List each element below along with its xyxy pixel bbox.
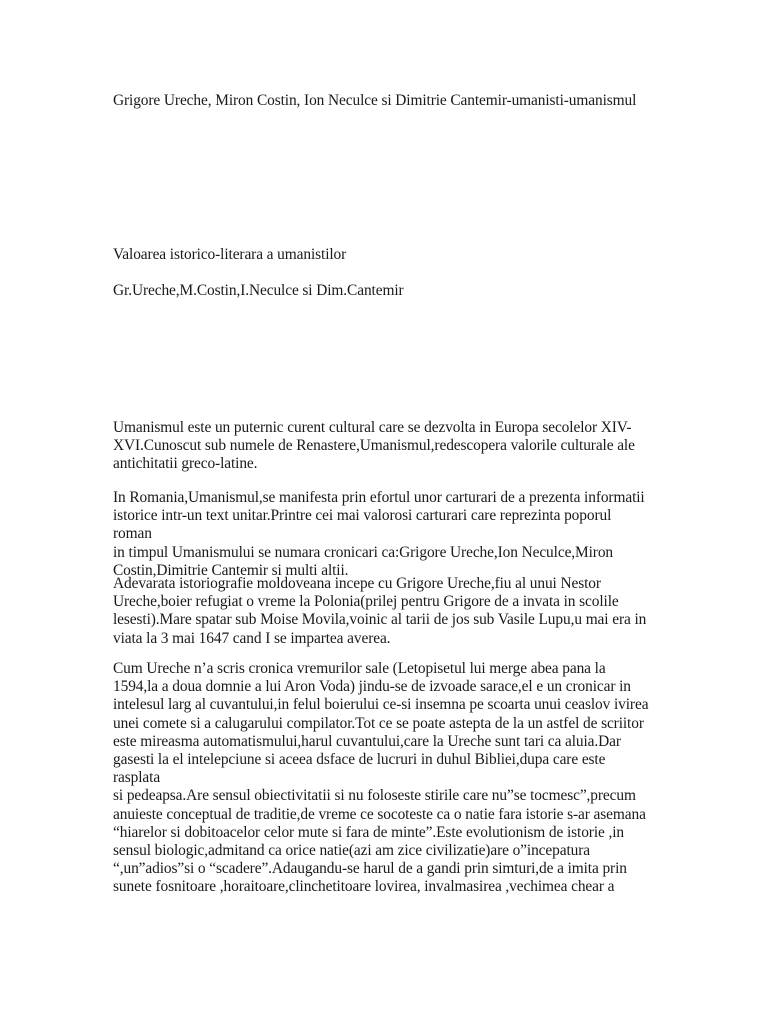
- paragraph-line: antichitatii greco-latine.: [113, 455, 258, 473]
- paragraph-line: viata la 3 mai 1647 cand I se impartea averea.: [113, 629, 391, 647]
- paragraph: [113, 419, 653, 474]
- paragraph-line: si pedeapsa.Are sensul obiectivitatii si nu foloseste stirile care nu”se tocmesc”,precum: [113, 787, 636, 805]
- paragraph-line: “hiarelor si dobitoacelor celor mute si fara de minte”.Este evolutionism de istorie ,in: [113, 823, 624, 841]
- paragraph-line: Ureche,boier refugiat o vreme la Polonia(prilej pentru Grigore de a invata in scolile: [113, 593, 619, 611]
- paragraph-line: Adevarata istoriografie moldoveana incepe cu Grigore Ureche,fiu al unui Nestor: [113, 575, 601, 592]
- paragraph-line: “,un”adios”si o “scadere”.Adaugandu-se harul de a gandi prin simturi,de a imita prin: [113, 860, 627, 878]
- paragraph-line: In Romania,Umanismul,se manifesta prin efortul unor carturari de a prezenta informatii: [113, 489, 645, 506]
- paragraph-line: istorice intr-un text unitar.Printre cei mai valorosi carturari care reprezinta poporul roman: [113, 507, 612, 543]
- paragraph: [113, 489, 653, 580]
- paragraph-line: Costin,Dimitrie Cantemir si multi altii.: [113, 561, 349, 579]
- paragraph-line: in timpul Umanismului se numara cronicari ca:Grigore Ureche,Ion Neculce,Miron: [113, 543, 614, 561]
- paragraph-line: este mireasma automatismului,harul cuvantului,care la Ureche sunt tari ca aluia.Dar: [113, 732, 621, 750]
- paragraph-line: 1594,la a doua domnie a lui Aron Voda) jindu-se de izvoade sarace,el e un cronicar in: [113, 678, 631, 696]
- paragraph-line: Cum Ureche n’a scris cronica vremurilor sale (Letopisetul lui merge abea pana la: [113, 660, 606, 677]
- paragraph-line: XVI.Cunoscut sub numele de Renastere,Umanismul,redescopera valorile culturale ale: [113, 437, 635, 455]
- paragraph-line: intelesul larg al cuvantului,in felul boierului ce-si insemna pe scoarta unui ceaslov ivirea: [113, 696, 649, 714]
- paragraph-line: gasesti la el intelepciune si aceea dsface de lucruri in duhul Bibliei,dupa care este rasplata: [113, 751, 606, 787]
- paragraph-line: anuieste conceptual de traditie,de vreme ce socoteste ca o natie fara istorie s-ar asemana: [113, 805, 646, 823]
- document-title: Grigore Ureche, Miron Costin, Ion Neculce si Dimitrie Cantemir-umanisti-umanismul: [113, 92, 637, 109]
- paragraph-line: lesesti).Mare spatar sub Moise Movila,voinic al tarii de jos sub Vasile Lupu,u mai era in: [113, 611, 647, 629]
- document-authors-line: Gr.Ureche,M.Costin,I.Neculce si Dim.Cantemir: [113, 282, 404, 299]
- paragraph-line: unei comete si a calugarului compilator.Tot ce se poate astepta de la un astfel de scriitor: [113, 714, 644, 732]
- paragraph-line: Umanismul este un puternic curent cultural care se dezvolta in Europa secolelor XIV-: [113, 419, 632, 436]
- paragraph: [113, 575, 653, 648]
- document-subtitle: Valoarea istorico-literara a umanistilor: [113, 246, 347, 263]
- paragraph-line: sunete fosnitoare ,horaitoare,clinchetitoare lovirea, invalmasirea ,vechimea chear a: [113, 878, 615, 896]
- paragraph: [113, 660, 653, 897]
- paragraph-line: sensul biologic,admitand ca orice natie(azi am zice civilizatie)are o”incepatura: [113, 842, 590, 860]
